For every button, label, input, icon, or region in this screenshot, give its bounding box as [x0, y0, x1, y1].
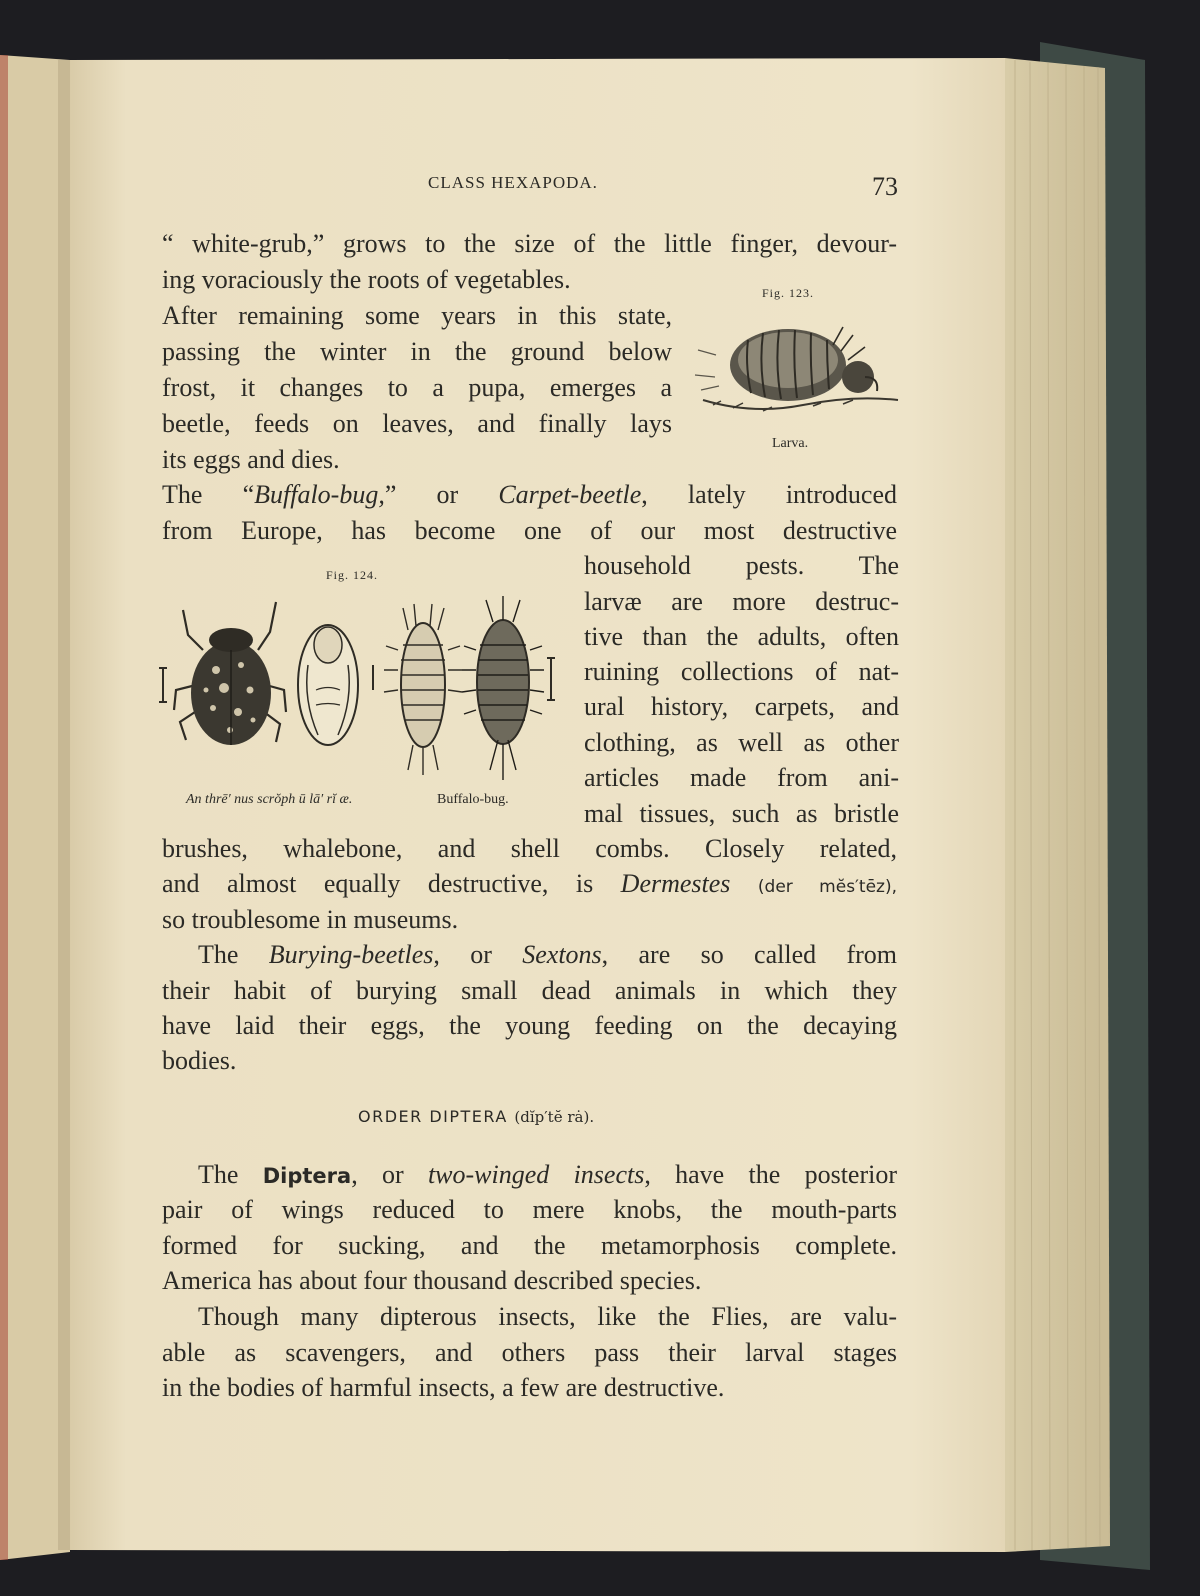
text-line: brushes, whalebone, and shell combs. Closely related, [162, 834, 897, 863]
text-line: The Burying-beetles, or Sextons, are so called from [198, 940, 897, 969]
buffalo-bug-stages-illustration [158, 590, 558, 785]
text-line: ural history, carpets, and [584, 692, 899, 721]
text-line: able as scavengers, and others pass their larval stages [162, 1338, 897, 1367]
text-line: tive than the adults, often [584, 622, 899, 651]
text-line: frost, it changes to a pupa, emerges a [162, 373, 672, 402]
text-line: household pests. The [584, 551, 899, 580]
figure-123-label: Fig. 123. [762, 286, 815, 300]
text-line: Though many dipterous insects, like the Flies, are valu- [198, 1302, 897, 1331]
text-line: their habit of burying small dead animals in which they [162, 976, 897, 1005]
text-line: from Europe, has become one of our most destructive [162, 516, 897, 545]
text-line: mal tissues, such as bristle [584, 799, 899, 828]
text-line: pair of wings reduced to mere knobs, the mouth-parts [162, 1195, 897, 1224]
figure-124-caption-common: Buffalo-bug. [437, 792, 509, 807]
page-number: 73 [872, 172, 898, 201]
text-line: clothing, as well as other [584, 728, 899, 757]
text-line: formed for sucking, and the metamorphosis complete. [162, 1231, 897, 1260]
text-line: The Diptera, or two-winged insects, have the posterior [198, 1160, 897, 1189]
text-line: The “Buffalo-bug,” or Carpet-beetle, lately introduced [162, 480, 898, 509]
text-line: America has about four thousand described species. [162, 1266, 702, 1295]
text-line: larvæ are more destruc- [584, 587, 899, 616]
running-title: CLASS HEXAPODA. [428, 173, 598, 192]
figure-123-caption: Larva. [772, 436, 809, 451]
text-line: passing the winter in the ground below [162, 337, 672, 366]
text-line: beetle, feeds on leaves, and finally lays [162, 409, 672, 438]
text-line: articles made from ani- [584, 763, 899, 792]
section-heading: ORDER DIPTERA (dĭp′tĕ rȧ). [358, 1107, 595, 1126]
white-grub-larva-illustration [693, 305, 905, 425]
text-line: in the bodies of harmful insects, a few are destructive. [162, 1373, 725, 1402]
text-line: bodies. [162, 1046, 237, 1075]
text-line: have laid their eggs, the young feeding on the decaying [162, 1011, 897, 1040]
text-line: so troublesome in museums. [162, 905, 459, 934]
figure-124-caption-scientific: An thrē′ nus scrŏph ū lā′ rĭ æ. [186, 792, 353, 807]
text-line: its eggs and dies. [162, 445, 340, 474]
figure-124-label: Fig. 124. [326, 568, 379, 582]
text-line: ing voraciously the roots of vegetables. [162, 265, 571, 294]
text-line: After remaining some years in this state, [162, 301, 672, 330]
text-line: ruining collections of nat- [584, 657, 899, 686]
text-line: “ white-grub,” grows to the size of the little finger, devour- [162, 229, 897, 258]
text-line: and almost equally destructive, is Dermestes (der mĕs′tēz), [162, 869, 897, 898]
